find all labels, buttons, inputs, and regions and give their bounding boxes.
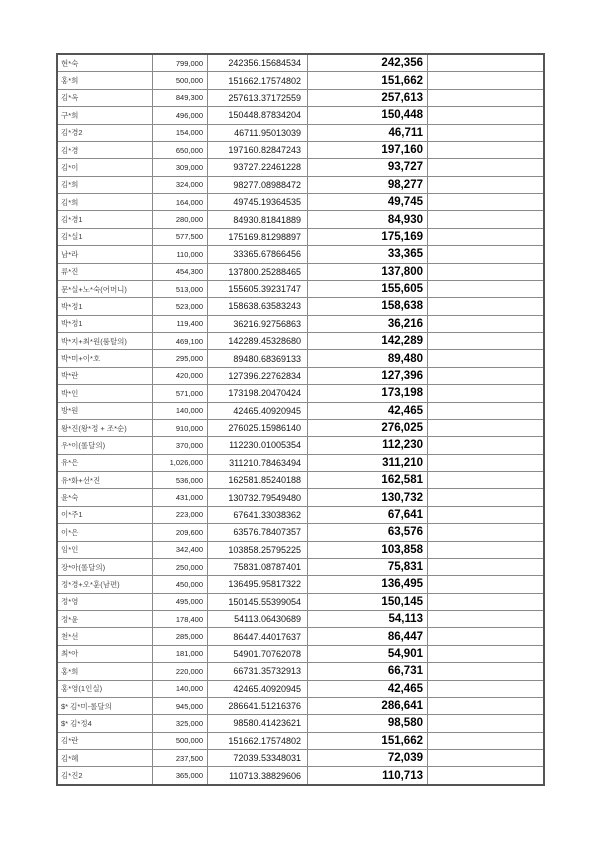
empty-cell <box>428 767 543 783</box>
rounded-cell: 66,731 <box>308 663 428 679</box>
calc-cell: 75831.08787401 <box>208 559 308 575</box>
table-row <box>58 385 543 402</box>
table-row <box>58 715 543 732</box>
name-cell: 김*희 <box>58 177 153 193</box>
calc-cell: 72039.53348031 <box>208 750 308 766</box>
rounded-cell: 137,800 <box>308 264 428 280</box>
amount-cell: 650,000 <box>153 142 208 158</box>
name-cell: 김*희 <box>58 194 153 210</box>
amount-cell: 500,000 <box>153 733 208 749</box>
name-cell: 김*진2 <box>58 767 153 783</box>
empty-cell <box>428 142 543 158</box>
calc-cell: 98277.08988472 <box>208 177 308 193</box>
name-cell: 김*실1 <box>58 229 153 245</box>
amount-cell: 1,026,000 <box>153 455 208 471</box>
empty-cell <box>428 281 543 297</box>
rounded-cell: 112,230 <box>308 437 428 453</box>
amount-cell: 325,000 <box>153 715 208 731</box>
empty-cell <box>428 90 543 106</box>
amount-cell: 420,000 <box>153 368 208 384</box>
table-row <box>58 159 543 176</box>
calc-cell: 127396.22762834 <box>208 368 308 384</box>
calc-cell: 151662.17574802 <box>208 72 308 88</box>
calc-cell: 311210.78463494 <box>208 455 308 471</box>
table-row <box>58 125 543 142</box>
rounded-cell: 158,638 <box>308 298 428 314</box>
calc-cell: 36216.92756863 <box>208 316 308 332</box>
rounded-cell: 72,039 <box>308 750 428 766</box>
empty-cell <box>428 628 543 644</box>
empty-cell <box>428 455 543 471</box>
table-row <box>58 559 543 576</box>
table-row <box>58 524 543 541</box>
rounded-cell: 63,576 <box>308 524 428 540</box>
empty-cell <box>428 316 543 332</box>
name-cell: 박*지+최*원(룸탈의) <box>58 333 153 349</box>
name-cell: 이*주1 <box>58 507 153 523</box>
table-row <box>58 281 543 298</box>
empty-cell <box>428 594 543 610</box>
empty-cell <box>428 698 543 714</box>
empty-cell <box>428 542 543 558</box>
rounded-cell: 75,831 <box>308 559 428 575</box>
name-cell: 남*라 <box>58 246 153 262</box>
name-cell: 최*아 <box>58 646 153 662</box>
amount-cell: 110,000 <box>153 246 208 262</box>
calc-cell: 98580.41423621 <box>208 715 308 731</box>
amount-cell: 119,400 <box>153 316 208 332</box>
calc-cell: 103858.25795225 <box>208 542 308 558</box>
table-row <box>58 576 543 593</box>
table-row <box>58 55 543 72</box>
amount-cell: 450,000 <box>153 576 208 592</box>
rounded-cell: 49,745 <box>308 194 428 210</box>
table-row <box>58 489 543 506</box>
amount-cell: 571,000 <box>153 385 208 401</box>
rounded-cell: 136,495 <box>308 576 428 592</box>
amount-cell: 523,000 <box>153 298 208 314</box>
table-row <box>58 628 543 645</box>
name-cell: 구*희 <box>58 107 153 123</box>
amount-cell: 140,000 <box>153 681 208 697</box>
name-cell: 김*경1 <box>58 211 153 227</box>
empty-cell <box>428 246 543 262</box>
amount-cell: 237,500 <box>153 750 208 766</box>
name-cell: 문*실+노*숙(어머니) <box>58 281 153 297</box>
calc-cell: 130732.79549480 <box>208 489 308 505</box>
rounded-cell: 89,480 <box>308 350 428 366</box>
amount-cell: 536,000 <box>153 472 208 488</box>
rounded-cell: 110,713 <box>308 767 428 783</box>
amount-cell: 181,000 <box>153 646 208 662</box>
calc-cell: 66731.35732913 <box>208 663 308 679</box>
empty-cell <box>428 403 543 419</box>
amount-cell: 209,600 <box>153 524 208 540</box>
table-row <box>58 767 543 783</box>
rounded-cell: 150,145 <box>308 594 428 610</box>
empty-cell <box>428 524 543 540</box>
calc-cell: 84930.81841889 <box>208 211 308 227</box>
amount-cell: 799,000 <box>153 55 208 71</box>
table-row <box>58 750 543 767</box>
calc-cell: 286641.51216376 <box>208 698 308 714</box>
table-row <box>58 107 543 124</box>
empty-cell <box>428 72 543 88</box>
calc-cell: 150448.87834204 <box>208 107 308 123</box>
calc-cell: 42465.40920945 <box>208 403 308 419</box>
amount-cell: 342,400 <box>153 542 208 558</box>
calc-cell: 151662.17574802 <box>208 733 308 749</box>
payout-table <box>56 53 545 786</box>
amount-cell: 370,000 <box>153 437 208 453</box>
table-row <box>58 611 543 628</box>
rounded-cell: 155,605 <box>308 281 428 297</box>
rounded-cell: 42,465 <box>308 403 428 419</box>
amount-cell: 469,100 <box>153 333 208 349</box>
calc-cell: 42465.40920945 <box>208 681 308 697</box>
amount-cell: 577,500 <box>153 229 208 245</box>
empty-cell <box>428 715 543 731</box>
rounded-cell: 98,580 <box>308 715 428 731</box>
name-cell: 박*미+이*호 <box>58 350 153 366</box>
name-cell: 윤*숙 <box>58 489 153 505</box>
name-cell: 김*란 <box>58 733 153 749</box>
empty-cell <box>428 576 543 592</box>
name-cell: 장*아(롤달의) <box>58 559 153 575</box>
name-cell: 유*화+선*진 <box>58 472 153 488</box>
empty-cell <box>428 125 543 141</box>
rounded-cell: 151,662 <box>308 72 428 88</box>
rounded-cell: 151,662 <box>308 733 428 749</box>
calc-cell: 136495.95817322 <box>208 576 308 592</box>
empty-cell <box>428 437 543 453</box>
name-cell: 정*경+오*훈(남편) <box>58 576 153 592</box>
name-cell: 김*이 <box>58 159 153 175</box>
amount-cell: 495,000 <box>153 594 208 610</box>
name-cell: 우*이(롤달의) <box>58 437 153 453</box>
empty-cell <box>428 159 543 175</box>
empty-cell <box>428 733 543 749</box>
calc-cell: 89480.68369133 <box>208 350 308 366</box>
empty-cell <box>428 368 543 384</box>
name-cell: 김*경2 <box>58 125 153 141</box>
name-cell: 박*인 <box>58 385 153 401</box>
empty-cell <box>428 507 543 523</box>
empty-cell <box>428 194 543 210</box>
table-row <box>58 681 543 698</box>
empty-cell <box>428 663 543 679</box>
rounded-cell: 162,581 <box>308 472 428 488</box>
table-row <box>58 542 543 559</box>
empty-cell <box>428 559 543 575</box>
name-cell: 홍*희 <box>58 72 153 88</box>
name-cell: 홍*영(1인실) <box>58 681 153 697</box>
rounded-cell: 173,198 <box>308 385 428 401</box>
calc-cell: 276025.15986140 <box>208 420 308 436</box>
table-row <box>58 472 543 489</box>
empty-cell <box>428 750 543 766</box>
rounded-cell: 46,711 <box>308 125 428 141</box>
calc-cell: 54113.06430689 <box>208 611 308 627</box>
empty-cell <box>428 177 543 193</box>
rounded-cell: 54,901 <box>308 646 428 662</box>
rounded-cell: 276,025 <box>308 420 428 436</box>
rounded-cell: 33,365 <box>308 246 428 262</box>
table-row <box>58 663 543 680</box>
table-row <box>58 264 543 281</box>
amount-cell: 500,000 <box>153 72 208 88</box>
rounded-cell: 84,930 <box>308 211 428 227</box>
empty-cell <box>428 264 543 280</box>
rounded-cell: 93,727 <box>308 159 428 175</box>
rounded-cell: 175,169 <box>308 229 428 245</box>
rounded-cell: 286,641 <box>308 698 428 714</box>
amount-cell: 285,000 <box>153 628 208 644</box>
table-row <box>58 72 543 89</box>
table-row <box>58 368 543 385</box>
empty-cell <box>428 472 543 488</box>
table-row <box>58 211 543 228</box>
table-row <box>58 420 543 437</box>
table-row <box>58 177 543 194</box>
table-row <box>58 229 543 246</box>
name-cell: 박*정1 <box>58 298 153 314</box>
calc-cell: 173198.20470424 <box>208 385 308 401</box>
calc-cell: 175169.81298897 <box>208 229 308 245</box>
name-cell: 천*선 <box>58 628 153 644</box>
rounded-cell: 42,465 <box>308 681 428 697</box>
amount-cell: 431,000 <box>153 489 208 505</box>
amount-cell: 513,000 <box>153 281 208 297</box>
rounded-cell: 257,613 <box>308 90 428 106</box>
calc-cell: 155605.39231747 <box>208 281 308 297</box>
empty-cell <box>428 385 543 401</box>
amount-cell: 849,300 <box>153 90 208 106</box>
table-row <box>58 403 543 420</box>
amount-cell: 454,300 <box>153 264 208 280</box>
name-cell: 이*은 <box>58 524 153 540</box>
name-cell: 왕*진(왕*정 + 조*순) <box>58 420 153 436</box>
amount-cell: 154,000 <box>153 125 208 141</box>
empty-cell <box>428 211 543 227</box>
calc-cell: 63576.78407357 <box>208 524 308 540</box>
table-row <box>58 698 543 715</box>
empty-cell <box>428 646 543 662</box>
calc-cell: 54901.70762078 <box>208 646 308 662</box>
rounded-cell: 130,732 <box>308 489 428 505</box>
calc-cell: 142289.45328680 <box>208 333 308 349</box>
name-cell: 정*영 <box>58 594 153 610</box>
amount-cell: 324,000 <box>153 177 208 193</box>
name-cell: 박*정1 <box>58 316 153 332</box>
amount-cell: 295,000 <box>153 350 208 366</box>
amount-cell: 223,000 <box>153 507 208 523</box>
name-cell: $* 김*미-롤달의 <box>58 698 153 714</box>
amount-cell: 910,000 <box>153 420 208 436</box>
empty-cell <box>428 107 543 123</box>
empty-cell <box>428 333 543 349</box>
empty-cell <box>428 350 543 366</box>
rounded-cell: 150,448 <box>308 107 428 123</box>
rounded-cell: 54,113 <box>308 611 428 627</box>
amount-cell: 496,000 <box>153 107 208 123</box>
table-row <box>58 246 543 263</box>
table-row <box>58 733 543 750</box>
empty-cell <box>428 681 543 697</box>
calc-cell: 86447.44017637 <box>208 628 308 644</box>
table-row <box>58 316 543 333</box>
rounded-cell: 98,277 <box>308 177 428 193</box>
empty-cell <box>428 298 543 314</box>
name-cell: 홍*희 <box>58 663 153 679</box>
calc-cell: 242356.15684534 <box>208 55 308 71</box>
rounded-cell: 103,858 <box>308 542 428 558</box>
name-cell: 박*란 <box>58 368 153 384</box>
amount-cell: 178,400 <box>153 611 208 627</box>
calc-cell: 257613.37172559 <box>208 90 308 106</box>
rounded-cell: 242,356 <box>308 55 428 71</box>
table-row <box>58 298 543 315</box>
calc-cell: 46711.95013039 <box>208 125 308 141</box>
name-cell: 임*인 <box>58 542 153 558</box>
name-cell: 정*윤 <box>58 611 153 627</box>
calc-cell: 162581.85240188 <box>208 472 308 488</box>
calc-cell: 112230.01005354 <box>208 437 308 453</box>
rounded-cell: 67,641 <box>308 507 428 523</box>
name-cell: 현*숙 <box>58 55 153 71</box>
empty-cell <box>428 229 543 245</box>
amount-cell: 280,000 <box>153 211 208 227</box>
table-row <box>58 455 543 472</box>
name-cell: 방*원 <box>58 403 153 419</box>
rounded-cell: 311,210 <box>308 455 428 471</box>
name-cell: 김*옥 <box>58 90 153 106</box>
amount-cell: 140,000 <box>153 403 208 419</box>
calc-cell: 137800.25288465 <box>208 264 308 280</box>
calc-cell: 67641.33038362 <box>208 507 308 523</box>
table-row <box>58 594 543 611</box>
table-row <box>58 194 543 211</box>
calc-cell: 33365.67866456 <box>208 246 308 262</box>
table-row <box>58 437 543 454</box>
empty-cell <box>428 420 543 436</box>
empty-cell <box>428 489 543 505</box>
amount-cell: 945,000 <box>153 698 208 714</box>
name-cell: $* 김*정4 <box>58 715 153 731</box>
calc-cell: 110713.38829606 <box>208 767 308 783</box>
rounded-cell: 86,447 <box>308 628 428 644</box>
amount-cell: 365,000 <box>153 767 208 783</box>
amount-cell: 309,000 <box>153 159 208 175</box>
table-row <box>58 350 543 367</box>
amount-cell: 250,000 <box>153 559 208 575</box>
table-row <box>58 333 543 350</box>
name-cell: 김*경 <box>58 142 153 158</box>
rounded-cell: 127,396 <box>308 368 428 384</box>
name-cell: 류*진 <box>58 264 153 280</box>
name-cell: 유*은 <box>58 455 153 471</box>
amount-cell: 164,000 <box>153 194 208 210</box>
rounded-cell: 142,289 <box>308 333 428 349</box>
calc-cell: 150145.55399054 <box>208 594 308 610</box>
table-row <box>58 142 543 159</box>
rounded-cell: 36,216 <box>308 316 428 332</box>
empty-cell <box>428 55 543 71</box>
table-row <box>58 507 543 524</box>
amount-cell: 220,000 <box>153 663 208 679</box>
table-row <box>58 90 543 107</box>
empty-cell <box>428 611 543 627</box>
calc-cell: 158638.63583243 <box>208 298 308 314</box>
rounded-cell: 197,160 <box>308 142 428 158</box>
calc-cell: 49745.19364535 <box>208 194 308 210</box>
calc-cell: 197160.82847243 <box>208 142 308 158</box>
name-cell: 김*혜 <box>58 750 153 766</box>
calc-cell: 93727.22461228 <box>208 159 308 175</box>
table-row <box>58 646 543 663</box>
